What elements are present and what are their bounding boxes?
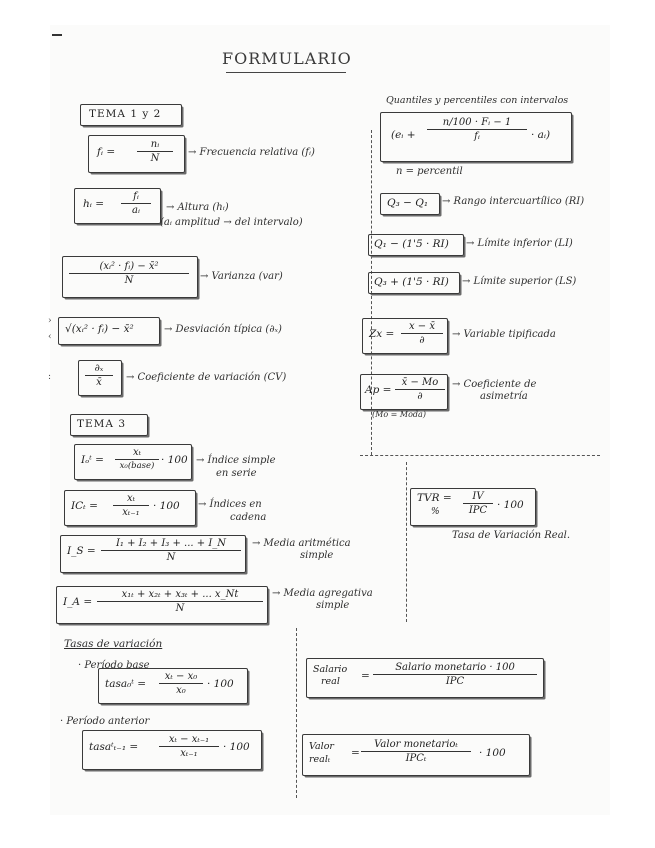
z-fraction — [401, 321, 443, 346]
tvr-lhs: TVR = — [417, 492, 452, 504]
is-fraction — [115, 447, 159, 471]
quantiles-100: 100 — [452, 117, 472, 128]
tema3-heading: TEMA 3 — [77, 418, 127, 430]
ic-fraction — [113, 493, 149, 518]
side-mark: ‹ — [48, 332, 52, 342]
varianza-denominator: N — [124, 275, 134, 286]
tasa-anterior-lhs: tasaᵗₜ₋₁ = — [89, 741, 139, 753]
tvr-percent: % — [431, 507, 440, 517]
z-numerator: x − x̄ — [401, 321, 443, 334]
mag-lhs: I_A = — [63, 596, 93, 608]
ma-lhs: I_S = — [67, 545, 96, 557]
ap-denominator: ∂ — [417, 391, 423, 402]
valor-real-lhs: Valor — [309, 741, 334, 752]
salario-real-box — [306, 658, 544, 698]
hi-denominator: aᵢ — [132, 205, 140, 216]
indice-simple-label-2: en serie — [216, 468, 257, 479]
limite-superior-label: → Límite superior (LS) — [462, 276, 577, 287]
limite-inferior-box — [368, 234, 464, 256]
coeficiente-asimetria-label: → Coeficiente de — [452, 379, 537, 390]
tema12-heading-box — [80, 104, 182, 126]
divider-vertical-tvr — [406, 462, 407, 622]
quantiles-formula-box — [380, 112, 572, 162]
quantiles-formula-right: · aᵢ) — [531, 129, 551, 141]
quantiles-denominator: fᵢ — [474, 131, 480, 142]
media-aritmetica-box — [60, 535, 246, 573]
media-aritmetica-label: → Media aritmética — [252, 538, 351, 549]
variable-tipificada-box — [362, 318, 448, 354]
varianza-box — [62, 256, 198, 298]
desviacion-tipica-label: → Desviación típica (∂ₓ) — [164, 324, 282, 335]
tasa-anterior-denominator: xₜ₋₁ — [180, 748, 198, 759]
valor-real-lhs-2: realₜ — [309, 754, 331, 765]
variable-tipificada-label: → Variable tipificada — [452, 329, 556, 340]
tvr-numerator: IV — [463, 491, 493, 504]
hi-lhs: hᵢ = — [83, 198, 105, 210]
divider-horizontal-right — [360, 455, 600, 456]
valor-equals: = — [351, 747, 360, 759]
page-title: FORMULARIO — [222, 49, 352, 68]
ap-lhs: Ap = — [365, 384, 392, 396]
salario-numerator: Salario monetario · 100 — [373, 662, 537, 675]
mag-fraction — [97, 589, 263, 614]
valor-numerator: Valor monetarioₜ — [361, 739, 471, 752]
mag-denominator: N — [175, 603, 185, 614]
altura-note: (aᵢ amplitud → del intervalo) — [160, 217, 303, 228]
desviacion-tipica-formula: √(xᵢ² · fᵢ) − x̄² — [65, 323, 134, 335]
altura-box — [74, 188, 161, 224]
is-denominator: x₀(base) — [119, 461, 155, 471]
quantiles-numerator: n/100 · Fᵢ − 1 — [427, 117, 527, 130]
ap-numerator: x̄ − Mo — [395, 377, 445, 390]
hi-numerator: fᵢ — [121, 191, 151, 204]
tema12-heading: TEMA 1 y 2 — [89, 108, 162, 120]
indice-cadena-label-2: cadena — [230, 512, 267, 523]
tasa-base-denominator: x₀ — [176, 685, 186, 696]
quantiles-numerator-tail: · Fᵢ − 1 — [474, 117, 512, 128]
is-lhs: Iₒᵗ = — [81, 454, 104, 466]
salario-denominator: IPC — [445, 676, 465, 687]
desviacion-tipica-box — [58, 317, 160, 345]
fi-fraction — [137, 139, 173, 164]
varianza-numerator: (xᵢ² · fᵢ) − x̄² — [69, 261, 189, 274]
corner-mark — [52, 34, 62, 36]
ic-denominator: xₜ₋₁ — [122, 507, 140, 518]
tvr-tail: · 100 — [497, 499, 524, 511]
tvr-denominator: IPC — [468, 505, 488, 516]
ic-tail: · 100 — [153, 500, 180, 512]
salario-real-lhs: Salario — [313, 664, 348, 675]
limite-superior-box — [368, 272, 460, 294]
tasa-anterior-fraction — [159, 734, 219, 759]
tvr-fraction — [463, 491, 493, 516]
valor-tail: · 100 — [479, 747, 506, 759]
tasa-base-numerator: xₜ − x₀ — [159, 671, 203, 684]
ic-numerator: xₜ — [113, 493, 149, 506]
ma-fraction — [101, 538, 241, 563]
z-lhs: Zx = — [369, 328, 395, 340]
is-tail: · 100 — [161, 454, 188, 466]
ap-fraction — [395, 377, 445, 402]
varianza-label: → Varianza (var) — [200, 271, 283, 282]
tasa-base-box — [98, 668, 248, 704]
moda-note: (Mo = Moda) — [372, 410, 426, 419]
tasa-base-tail: · 100 — [207, 678, 234, 690]
tasa-anterior-box — [82, 730, 262, 770]
indice-simple-label: → Índice simple — [196, 455, 276, 466]
valor-fraction — [361, 739, 471, 764]
mag-numerator: x₁ₜ + x₂ₜ + x₃ₜ + ... x_Nt — [97, 589, 263, 602]
tasa-anterior-numerator: xₜ − xₜ₋₁ — [159, 734, 219, 747]
coeficiente-variacion-box — [78, 360, 122, 396]
coeficiente-variacion-label: → Coeficiente de variación (CV) — [126, 372, 287, 383]
limite-inferior-label: → Límite inferior (LI) — [466, 238, 573, 249]
coeficiente-asimetria-label-2: asimetría — [480, 391, 528, 402]
quantiles-n: n — [442, 117, 450, 128]
quantiles-heading: Quantiles y percentiles con intervalos — [386, 95, 569, 106]
altura-label: → Altura (hᵢ) — [166, 202, 229, 213]
media-agregativa-label: → Media agregativa — [272, 588, 373, 599]
rango-intercuartilico-label: → Rango intercuartílico (RI) — [442, 196, 585, 207]
limite-superior-formula: Q₃ + (1'5 · RI) — [374, 276, 449, 288]
tema3-heading-box — [70, 414, 148, 436]
salario-fraction — [373, 662, 537, 687]
media-aritmetica-label-2: simple — [300, 550, 334, 561]
valor-denominator: IPCₜ — [405, 753, 427, 764]
ma-denominator: N — [166, 552, 176, 563]
tasa-anterior-tail: · 100 — [223, 741, 250, 753]
rango-intercuartilico-formula: Q₃ − Q₁ — [387, 197, 429, 209]
title-underline — [226, 72, 346, 73]
indice-simple-box — [74, 444, 192, 480]
cv-fraction — [85, 363, 113, 388]
quantiles-fraction — [427, 117, 527, 142]
salario-real-lhs-2: real — [321, 676, 340, 687]
tvr-box — [410, 488, 536, 526]
periodo-base-label: · Período base — [78, 660, 150, 671]
side-mark: : — [48, 372, 52, 382]
tasas-heading: Tasas de variación — [64, 638, 163, 650]
periodo-anterior-label: · Período anterior — [60, 716, 150, 727]
limite-inferior-formula: Q₁ − (1'5 · RI) — [374, 238, 449, 250]
cv-denominator: x̄ — [96, 377, 102, 388]
tvr-label: Tasa de Variación Real. — [452, 530, 571, 541]
valor-real-box — [302, 734, 530, 776]
tasa-base-fraction — [159, 671, 203, 696]
z-denominator: ∂ — [419, 335, 425, 346]
fi-numerator: nᵢ — [137, 139, 173, 152]
ic-lhs: ICₜ = — [71, 500, 98, 512]
cv-numerator: ∂ₓ — [85, 363, 113, 376]
hi-fraction — [121, 191, 151, 216]
salario-equals: = — [361, 670, 370, 682]
indice-cadena-box — [64, 490, 196, 526]
rango-intercuartilico-box — [380, 193, 440, 215]
side-mark: › — [48, 316, 52, 326]
coeficiente-asimetria-box — [360, 374, 448, 410]
divider-vertical-bottom — [296, 628, 297, 798]
is-numerator: xₜ — [115, 447, 159, 460]
tasa-base-lhs: tasa₀ᵗ = — [105, 678, 147, 690]
frecuencia-relativa-box — [88, 135, 185, 173]
media-agregativa-box — [56, 586, 268, 624]
frecuencia-relativa-label: → Frecuencia relativa (fᵢ) — [188, 147, 315, 158]
fi-lhs: fᵢ = — [97, 146, 116, 158]
varianza-fraction — [69, 261, 189, 286]
quantiles-formula-left: (eᵢ + — [391, 129, 416, 141]
media-agregativa-label-2: simple — [316, 600, 350, 611]
ma-numerator: I₁ + I₂ + I₃ + ... + I_N — [101, 538, 241, 551]
fi-denominator: N — [150, 153, 160, 164]
indice-cadena-label: → Índices en — [198, 499, 262, 510]
percentil-note: n = percentil — [396, 166, 463, 177]
